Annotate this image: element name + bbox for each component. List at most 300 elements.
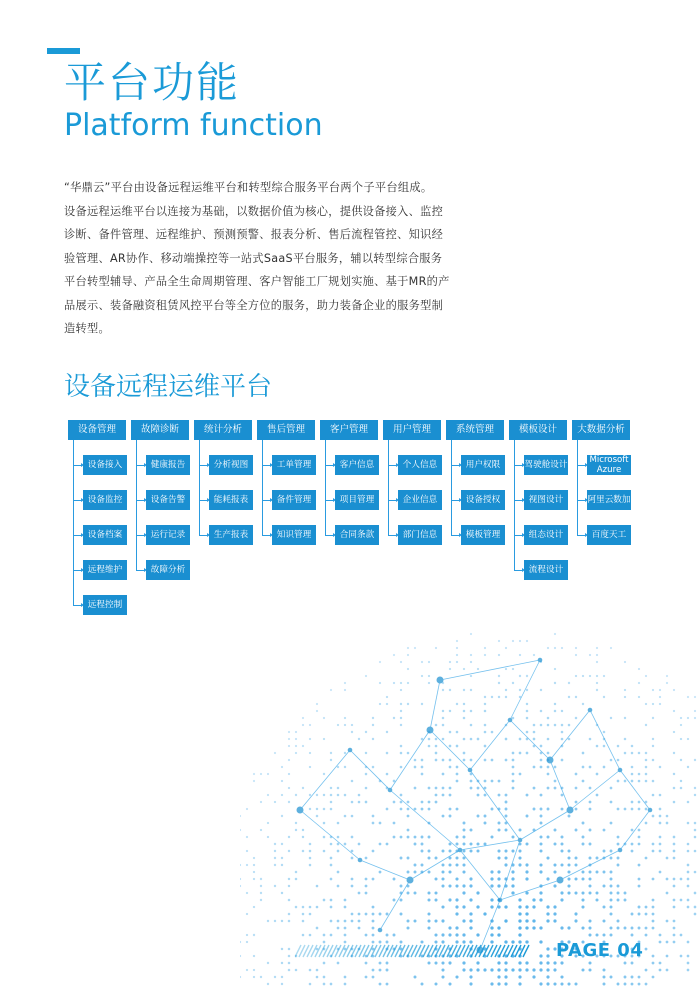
globe-dot bbox=[638, 696, 640, 698]
globe-dot bbox=[316, 703, 318, 705]
globe-dot bbox=[463, 822, 466, 825]
globe-dot bbox=[435, 794, 438, 797]
globe-dot bbox=[638, 906, 641, 909]
globe-dot bbox=[687, 871, 690, 874]
globe-dot bbox=[518, 863, 521, 866]
globe-dot bbox=[421, 801, 424, 804]
globe-dot bbox=[518, 968, 521, 971]
connector-line bbox=[451, 440, 452, 535]
globe-dot bbox=[421, 843, 424, 846]
globe-dot bbox=[330, 787, 332, 789]
network-link bbox=[500, 840, 520, 900]
module-item: 生产报表 bbox=[209, 525, 253, 545]
globe-dot bbox=[505, 759, 508, 762]
globe-dot bbox=[567, 891, 570, 894]
globe-dot bbox=[344, 927, 347, 930]
globe-dot bbox=[281, 948, 283, 950]
globe-dot bbox=[253, 906, 255, 908]
globe-dot bbox=[393, 654, 395, 656]
network-node bbox=[618, 768, 623, 773]
globe-dot bbox=[337, 871, 340, 874]
globe-dot bbox=[351, 780, 354, 783]
connector-arrow bbox=[514, 465, 523, 466]
globe-dot bbox=[288, 878, 290, 880]
connector-arrow bbox=[73, 535, 82, 536]
globe-dot bbox=[260, 892, 262, 894]
globe-dot bbox=[379, 703, 381, 705]
globe-dot bbox=[260, 885, 262, 887]
globe-dot bbox=[518, 961, 521, 964]
globe-dot bbox=[288, 801, 290, 803]
globe-dot bbox=[400, 808, 403, 811]
globe-dot bbox=[638, 808, 641, 811]
globe-dot bbox=[526, 675, 528, 677]
globe-dot bbox=[687, 864, 690, 867]
globe-dot bbox=[323, 983, 326, 986]
globe-dot bbox=[638, 843, 641, 846]
globe-dot bbox=[518, 919, 521, 922]
globe-dot bbox=[491, 780, 494, 783]
globe-dot bbox=[589, 857, 592, 860]
globe-dot bbox=[435, 752, 438, 755]
globe-dot bbox=[470, 633, 472, 635]
globe-dot bbox=[546, 947, 549, 950]
globe-dot bbox=[449, 759, 452, 762]
globe-dot bbox=[582, 752, 585, 755]
globe-dot bbox=[617, 899, 620, 902]
connector-arrow bbox=[73, 570, 82, 571]
globe-dot bbox=[358, 794, 361, 797]
globe-dot bbox=[694, 759, 696, 761]
globe-dot bbox=[540, 710, 543, 713]
globe-dot bbox=[589, 787, 592, 790]
module-header: 设备管理 bbox=[68, 420, 126, 440]
globe-dot bbox=[372, 906, 375, 909]
title-accent-bar bbox=[47, 48, 80, 54]
globe-dot bbox=[567, 884, 570, 887]
globe-dot bbox=[267, 822, 269, 824]
globe-dot bbox=[546, 968, 549, 971]
globe-dot bbox=[561, 731, 564, 734]
globe-dot bbox=[337, 885, 340, 888]
globe-dot bbox=[330, 843, 333, 846]
globe-dot bbox=[694, 836, 697, 839]
globe-dot bbox=[505, 696, 507, 698]
globe-dot bbox=[379, 983, 382, 986]
globe-dot bbox=[490, 877, 493, 880]
globe-dot bbox=[393, 801, 396, 804]
globe-dot bbox=[442, 787, 445, 790]
globe-dot bbox=[448, 870, 451, 873]
globe-dot bbox=[539, 954, 542, 957]
globe-dot bbox=[434, 891, 437, 894]
globe-dot bbox=[330, 878, 333, 881]
globe-dot bbox=[617, 808, 620, 811]
globe-dot bbox=[539, 849, 542, 852]
globe-dot bbox=[673, 885, 676, 888]
globe-dot bbox=[246, 892, 248, 894]
globe-dot bbox=[470, 829, 473, 832]
globe-dot bbox=[379, 941, 382, 944]
globe-dot bbox=[498, 822, 501, 825]
globe-dot bbox=[540, 745, 543, 748]
globe-dot bbox=[680, 934, 683, 937]
globe-dot bbox=[441, 933, 444, 936]
globe-dot bbox=[532, 905, 535, 908]
globe-dot bbox=[610, 913, 613, 916]
globe-dot bbox=[462, 968, 465, 971]
globe-dot bbox=[463, 710, 466, 713]
globe-dot bbox=[469, 919, 472, 922]
connector-arrow bbox=[451, 465, 460, 466]
globe-dot bbox=[400, 794, 403, 797]
page-number: PAGE 04 bbox=[556, 940, 644, 961]
globe-dot bbox=[323, 717, 325, 719]
globe-dot bbox=[302, 745, 304, 747]
globe-dot bbox=[330, 864, 333, 867]
globe-dot bbox=[645, 983, 648, 986]
globe-dot bbox=[547, 808, 550, 811]
globe-dot bbox=[505, 801, 508, 804]
globe-dot bbox=[316, 885, 319, 888]
globe-dot bbox=[652, 927, 655, 930]
globe-dot bbox=[631, 808, 634, 811]
globe-dot bbox=[546, 912, 549, 915]
globe-dot bbox=[470, 675, 472, 677]
globe-dot bbox=[631, 843, 634, 846]
globe-dot bbox=[428, 857, 431, 860]
globe-dot bbox=[512, 773, 515, 776]
globe-dot bbox=[309, 857, 312, 860]
globe-dot bbox=[511, 870, 514, 873]
globe-dot bbox=[525, 870, 528, 873]
globe-dot bbox=[659, 808, 662, 811]
module-item: 设备监控 bbox=[83, 490, 127, 510]
globe-dot bbox=[504, 856, 507, 859]
globe-dot bbox=[414, 864, 417, 867]
module-diagram bbox=[68, 420, 634, 620]
globe-dot bbox=[281, 976, 283, 978]
globe-dot bbox=[309, 794, 311, 796]
globe-dot bbox=[595, 891, 598, 894]
module-item: 用户权限 bbox=[461, 455, 505, 475]
globe-dot bbox=[575, 654, 577, 656]
globe-dot bbox=[434, 877, 437, 880]
globe-dot bbox=[497, 968, 500, 971]
globe-dot bbox=[288, 920, 291, 923]
globe-dot bbox=[288, 836, 290, 838]
globe-dot bbox=[687, 766, 689, 768]
globe-dot bbox=[610, 976, 613, 979]
globe-dot bbox=[673, 710, 675, 712]
connector-line bbox=[199, 440, 200, 535]
globe-dot bbox=[539, 835, 542, 838]
globe-dot bbox=[330, 899, 333, 902]
globe-dot bbox=[246, 913, 248, 915]
globe-dot bbox=[567, 863, 570, 866]
globe-dot bbox=[483, 912, 486, 915]
globe-dot bbox=[330, 920, 333, 923]
globe-dot bbox=[694, 822, 697, 825]
globe-dot bbox=[666, 815, 669, 818]
globe-dot bbox=[484, 731, 487, 734]
globe-dot bbox=[518, 898, 521, 901]
globe-dot bbox=[455, 905, 458, 908]
globe-dot bbox=[596, 654, 598, 656]
globe-dot bbox=[525, 912, 528, 915]
globe-dot bbox=[316, 906, 319, 909]
globe-dot bbox=[323, 962, 326, 965]
globe-dot bbox=[518, 975, 521, 978]
globe-dot bbox=[240, 878, 241, 880]
globe-dot bbox=[512, 766, 515, 769]
globe-dot bbox=[567, 849, 570, 852]
globe-dot bbox=[260, 976, 262, 978]
globe-dot bbox=[519, 689, 521, 691]
globe-dot bbox=[553, 863, 556, 866]
globe-dot bbox=[519, 738, 522, 741]
globe-dot bbox=[253, 976, 255, 978]
globe-dot bbox=[448, 926, 451, 929]
globe-dot bbox=[638, 780, 641, 783]
globe-dot bbox=[624, 661, 626, 663]
globe-dot bbox=[533, 654, 535, 656]
globe-dot bbox=[554, 780, 557, 783]
connector-arrow bbox=[262, 465, 271, 466]
globe-dot bbox=[652, 850, 655, 853]
network-node bbox=[358, 858, 363, 863]
globe-dot bbox=[288, 962, 291, 965]
globe-dot bbox=[512, 759, 515, 762]
globe-dot bbox=[462, 870, 465, 873]
globe-dot bbox=[617, 885, 620, 888]
globe-dot bbox=[568, 696, 570, 698]
globe-dot bbox=[497, 856, 500, 859]
globe-dot bbox=[638, 752, 641, 755]
globe-dot bbox=[365, 934, 368, 937]
globe-dot bbox=[497, 877, 500, 880]
globe-dot bbox=[344, 717, 346, 719]
globe-dot bbox=[379, 843, 382, 846]
globe-dot bbox=[666, 955, 669, 958]
globe-dot bbox=[281, 920, 283, 922]
globe-dot bbox=[434, 961, 437, 964]
globe-dot bbox=[631, 934, 634, 937]
globe-dot bbox=[652, 794, 655, 797]
network-link bbox=[390, 790, 460, 850]
globe-dot bbox=[456, 654, 458, 656]
globe-dot bbox=[448, 933, 451, 936]
globe-dot bbox=[372, 850, 375, 853]
globe-dot bbox=[427, 919, 430, 922]
globe-dot bbox=[652, 976, 655, 979]
network-link bbox=[520, 810, 570, 840]
globe-dot bbox=[490, 933, 493, 936]
globe-dot bbox=[547, 787, 550, 790]
globe-dot bbox=[490, 870, 493, 873]
globe-dot bbox=[302, 913, 305, 916]
globe-dot bbox=[610, 927, 613, 930]
globe-dot bbox=[470, 724, 473, 727]
network-link bbox=[430, 730, 470, 770]
globe-dot bbox=[511, 884, 514, 887]
globe-dot bbox=[638, 885, 641, 888]
globe-dot bbox=[490, 982, 493, 985]
globe-dot bbox=[365, 913, 368, 916]
globe-dot bbox=[525, 968, 528, 971]
module-item: 企业信息 bbox=[398, 490, 442, 510]
globe-dot bbox=[546, 919, 549, 922]
network-node bbox=[427, 727, 434, 734]
globe-dot bbox=[560, 961, 563, 964]
globe-dot bbox=[407, 892, 410, 895]
globe-dot bbox=[462, 905, 465, 908]
globe-dot bbox=[610, 801, 613, 804]
globe-dot bbox=[526, 731, 529, 734]
globe-dot bbox=[358, 927, 361, 930]
globe-dot bbox=[581, 877, 584, 880]
globe-dot bbox=[533, 808, 536, 811]
globe-dot bbox=[260, 773, 262, 775]
globe-dot bbox=[673, 927, 676, 930]
globe-dot bbox=[624, 976, 627, 979]
globe-dot bbox=[624, 983, 627, 986]
globe-dot bbox=[582, 822, 585, 825]
network-link bbox=[550, 760, 570, 810]
globe-dot bbox=[539, 891, 542, 894]
connector-arrow bbox=[136, 500, 145, 501]
globe-dot bbox=[337, 836, 340, 839]
globe-dot bbox=[687, 850, 690, 853]
globe-dot bbox=[435, 738, 438, 741]
globe-dot bbox=[673, 843, 676, 846]
globe-dot bbox=[463, 668, 465, 670]
network-link bbox=[410, 850, 460, 880]
globe-dot bbox=[400, 703, 402, 705]
globe-dot bbox=[281, 983, 283, 985]
globe-dot bbox=[288, 745, 290, 747]
globe-dot bbox=[574, 982, 577, 985]
globe-dot bbox=[414, 647, 416, 649]
globe-dot bbox=[638, 836, 641, 839]
globe-dot bbox=[652, 962, 655, 965]
globe-dot bbox=[246, 836, 248, 838]
globe-dot bbox=[323, 738, 325, 740]
network-node bbox=[588, 708, 593, 713]
globe-dot bbox=[456, 661, 458, 663]
globe-dot bbox=[490, 905, 493, 908]
globe-dot bbox=[519, 829, 522, 832]
globe-dot bbox=[687, 717, 689, 719]
globe-dot bbox=[302, 787, 304, 789]
globe-dot bbox=[330, 759, 332, 761]
globe-dot bbox=[596, 794, 599, 797]
globe-dot bbox=[295, 829, 297, 831]
globe-dot bbox=[659, 871, 662, 874]
globe-dot bbox=[309, 738, 311, 740]
globe-dot bbox=[588, 919, 591, 922]
module-item: 项目管理 bbox=[335, 490, 379, 510]
globe-dot bbox=[610, 892, 613, 895]
globe-dot bbox=[631, 773, 634, 776]
globe-dot bbox=[581, 891, 584, 894]
globe-dot bbox=[316, 976, 319, 979]
globe-dot bbox=[645, 927, 648, 930]
connector-arrow bbox=[325, 535, 334, 536]
module-item: 客户信息 bbox=[335, 455, 379, 475]
globe-dot bbox=[351, 885, 354, 888]
globe-dot bbox=[511, 877, 514, 880]
module-item: 远程控制 bbox=[83, 595, 127, 615]
globe-dot bbox=[441, 870, 444, 873]
module-item: 个人信息 bbox=[398, 455, 442, 475]
globe-dot bbox=[469, 912, 472, 915]
globe-dot bbox=[575, 647, 577, 649]
connector-line bbox=[388, 440, 389, 535]
globe-dot bbox=[330, 689, 332, 691]
globe-dot bbox=[589, 808, 592, 811]
globe-dot bbox=[518, 849, 521, 852]
globe-dot bbox=[337, 787, 340, 790]
globe-dot bbox=[323, 836, 326, 839]
globe-dot bbox=[400, 710, 402, 712]
globe-dot bbox=[624, 899, 627, 902]
globe-dot bbox=[490, 968, 493, 971]
globe-dot bbox=[666, 878, 669, 881]
globe-dot bbox=[302, 724, 304, 726]
globe-dot bbox=[441, 961, 444, 964]
globe-dot bbox=[497, 926, 500, 929]
globe-dot bbox=[455, 863, 458, 866]
globe-dot bbox=[442, 724, 445, 727]
globe-dot bbox=[393, 836, 396, 839]
globe-dot bbox=[554, 710, 557, 713]
globe-dot bbox=[344, 682, 346, 684]
globe-dot bbox=[240, 815, 241, 817]
globe-dot bbox=[281, 864, 283, 866]
globe-dot bbox=[442, 689, 444, 691]
globe-dot bbox=[490, 884, 493, 887]
globe-dot bbox=[589, 829, 592, 832]
intro-line: 平台转型辅导、产品全生命周期管理、客户智能工厂规划实施、基于MR的产 bbox=[64, 275, 450, 288]
globe-dot bbox=[435, 759, 438, 762]
connector-arrow bbox=[136, 535, 145, 536]
globe-dot bbox=[309, 766, 311, 768]
connector-arrow bbox=[577, 500, 586, 501]
network-node bbox=[348, 748, 353, 753]
globe-dot bbox=[379, 661, 381, 663]
globe-dot bbox=[323, 899, 326, 902]
globe-dot bbox=[358, 738, 360, 740]
globe-dot bbox=[470, 710, 473, 713]
globe-dot bbox=[490, 835, 493, 838]
globe-dot bbox=[582, 703, 584, 705]
globe-dot bbox=[344, 941, 347, 944]
module-header: 用户管理 bbox=[383, 420, 441, 440]
globe-dot bbox=[687, 906, 690, 909]
globe-dot bbox=[673, 906, 676, 909]
globe-dot bbox=[351, 920, 354, 923]
globe-dot bbox=[553, 912, 556, 915]
globe-dot bbox=[337, 920, 340, 923]
connector-arrow bbox=[514, 500, 523, 501]
globe-dot bbox=[456, 836, 459, 839]
globe-dot bbox=[281, 857, 283, 859]
globe-dot bbox=[379, 969, 382, 972]
globe-dot bbox=[596, 682, 598, 684]
globe-dot bbox=[581, 905, 584, 908]
globe-dot bbox=[323, 976, 326, 979]
